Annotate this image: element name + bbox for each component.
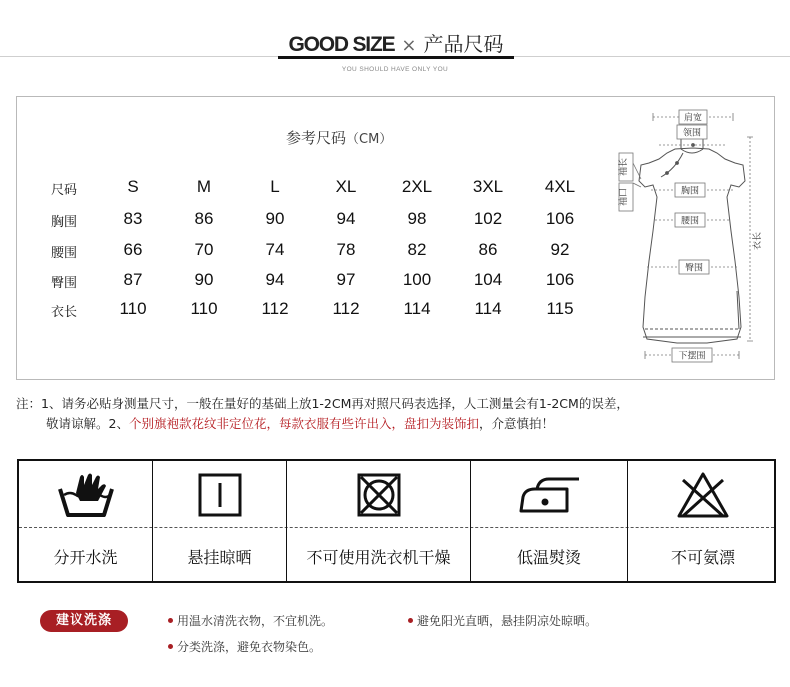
header-rule-left bbox=[0, 56, 278, 57]
table-row bbox=[17, 240, 617, 260]
table-cell: 110 bbox=[119, 299, 147, 318]
header-rule-right bbox=[514, 56, 790, 57]
table-cell: 102 bbox=[473, 209, 503, 228]
page-subtitle: YOU SHOULD HAVE ONLY YOU bbox=[341, 66, 449, 73]
care-label: 分开水洗 bbox=[53, 548, 118, 567]
note-line-2-b: ，介意慎拍！ bbox=[478, 416, 554, 431]
table-cell: 94 bbox=[265, 270, 285, 289]
size-header-cell: M bbox=[196, 177, 212, 196]
row-label: 腰围 bbox=[51, 246, 78, 261]
table-cell: 83 bbox=[123, 209, 143, 228]
table-cell: 92 bbox=[550, 240, 570, 259]
table-cell: 106 bbox=[545, 209, 575, 228]
table-row bbox=[17, 270, 617, 290]
table-cell: 82 bbox=[407, 240, 427, 259]
row-label: 臀围 bbox=[51, 276, 78, 291]
table-cell: 94 bbox=[336, 209, 356, 228]
table-cell: 112 bbox=[261, 299, 289, 318]
hand-wash-icon bbox=[19, 467, 152, 523]
size-header-label: 尺码 bbox=[51, 183, 78, 198]
size-header-cell: L bbox=[270, 177, 280, 196]
care-label: 低温熨烫 bbox=[516, 548, 581, 567]
table-cell: 86 bbox=[478, 240, 498, 259]
size-header-cell: 2XL bbox=[401, 177, 433, 196]
title-en: GOOD SIZE bbox=[288, 33, 395, 56]
iron-low-icon bbox=[471, 467, 627, 523]
label-hip: 臀围 bbox=[684, 263, 704, 274]
page-title bbox=[278, 28, 514, 57]
title-cn: 产品尺码 bbox=[423, 32, 504, 56]
label-shoulder: 肩宽 bbox=[683, 113, 703, 124]
table-cell: 110 bbox=[190, 299, 218, 318]
table-cell: 98 bbox=[407, 209, 427, 228]
row-label: 衣长 bbox=[51, 305, 78, 320]
table-cell: 114 bbox=[474, 299, 502, 318]
wash-tip: 避免阳光直晒，悬挂阴凉处晾晒。 bbox=[408, 612, 597, 629]
no-bleach-icon bbox=[628, 467, 778, 523]
label-cuff: 袖口 bbox=[619, 187, 629, 207]
table-cell: 97 bbox=[336, 270, 356, 289]
label-sleeve: 袖长 bbox=[619, 157, 629, 177]
page-header bbox=[0, 0, 790, 95]
table-cell: 86 bbox=[194, 209, 214, 228]
size-table-title-text: 参考尺码 bbox=[286, 129, 347, 147]
note-line-2-red: 个别旗袍款花纹非定位花，每款衣服有些许出入，盘扣为装饰扣 bbox=[128, 416, 479, 431]
size-header-cell: 4XL bbox=[544, 177, 576, 196]
wash-tip: 用温水清洗衣物，不宜机洗。 bbox=[168, 612, 333, 629]
table-cell: 100 bbox=[402, 270, 432, 289]
size-header-cell: S bbox=[127, 177, 139, 196]
table-cell: 87 bbox=[123, 270, 143, 289]
label-length: 衣长 bbox=[753, 231, 763, 251]
note-line-2 bbox=[16, 414, 629, 434]
measurement-note bbox=[16, 394, 629, 434]
care-item bbox=[152, 461, 286, 581]
care-item bbox=[286, 461, 470, 581]
label-collar: 领围 bbox=[682, 128, 702, 139]
wash-suggestion-badge: 建议洗涤 bbox=[40, 610, 128, 632]
table-cell: 90 bbox=[265, 209, 285, 228]
table-row bbox=[17, 299, 617, 319]
care-label: 悬挂晾晒 bbox=[187, 548, 252, 567]
table-cell: 106 bbox=[545, 270, 575, 289]
care-label: 不可使用洗衣机干燥 bbox=[306, 548, 451, 567]
note-line-2-a: 敬请谅解。2、 bbox=[46, 416, 129, 431]
no-tumble-dry-icon bbox=[287, 467, 470, 523]
times-icon: × bbox=[401, 35, 417, 56]
table-cell: 114 bbox=[403, 299, 431, 318]
qipao-measurement-diagram bbox=[597, 101, 767, 375]
row-label: 胸围 bbox=[51, 215, 78, 230]
care-item bbox=[19, 461, 152, 581]
table-cell: 74 bbox=[265, 240, 285, 259]
table-cell: 78 bbox=[336, 240, 356, 259]
label-waist: 腰围 bbox=[680, 216, 700, 227]
size-header-cell: XL bbox=[335, 177, 357, 196]
table-cell: 90 bbox=[194, 270, 214, 289]
care-item bbox=[470, 461, 627, 581]
table-cell: 70 bbox=[194, 240, 214, 259]
dress-outline-icon bbox=[639, 148, 745, 343]
wash-tip: 分类洗涤，避免衣物染色。 bbox=[168, 638, 321, 655]
note-line-1: 注：1、请务必贴身测量尺寸，一般在量好的基础上放1-2CM再对照尺码表选择，人工测量会有1-2CM的误差， bbox=[16, 396, 629, 411]
table-cell: 66 bbox=[123, 240, 143, 259]
size-table-title bbox=[286, 127, 392, 148]
care-instructions-grid bbox=[17, 459, 776, 583]
hang-dry-icon bbox=[153, 467, 286, 523]
size-table-unit: （CM） bbox=[346, 132, 393, 147]
label-chest: 胸围 bbox=[680, 186, 700, 197]
label-hem: 下摆围 bbox=[678, 351, 706, 362]
table-cell: 104 bbox=[473, 270, 503, 289]
size-header-cell: 3XL bbox=[472, 177, 504, 196]
table-row bbox=[17, 209, 617, 229]
table-cell: 115 bbox=[546, 299, 574, 318]
table-cell: 112 bbox=[332, 299, 360, 318]
size-header-row bbox=[17, 177, 617, 197]
care-item bbox=[627, 461, 778, 581]
size-chart-panel bbox=[16, 96, 775, 380]
care-label: 不可氨漂 bbox=[670, 548, 735, 567]
